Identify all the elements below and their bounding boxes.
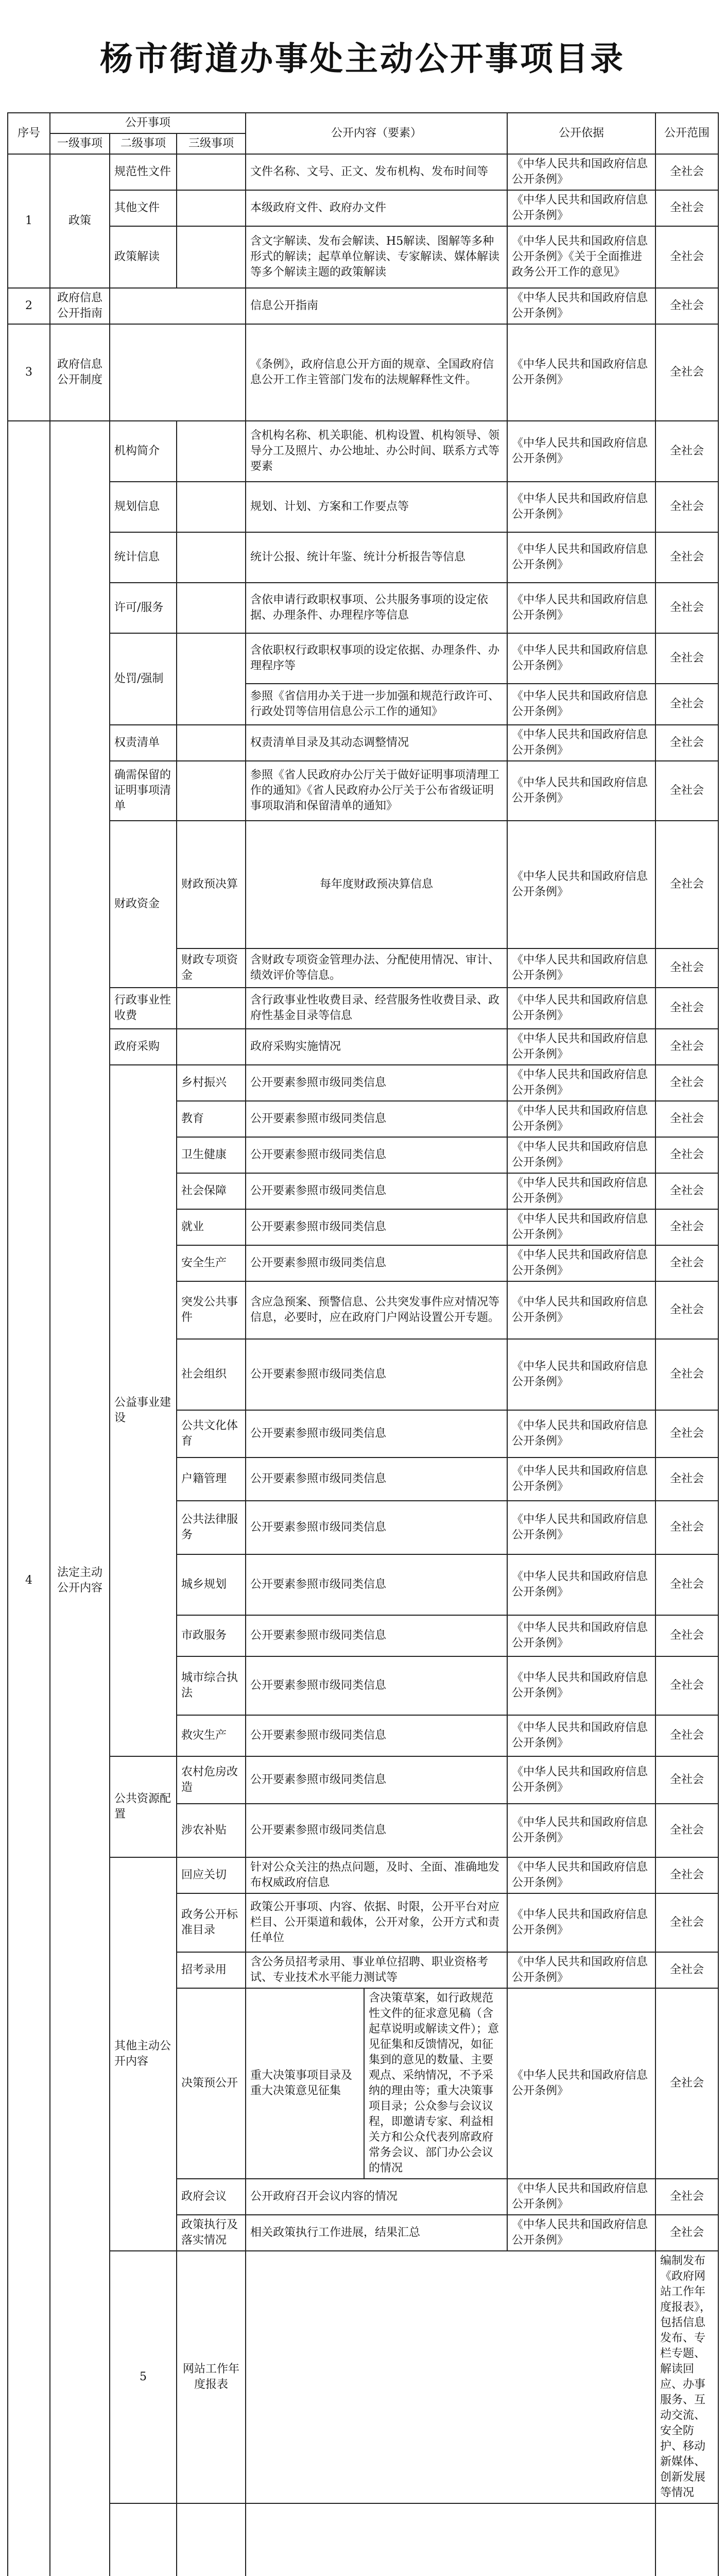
level2-item: 政策解读 [110, 226, 177, 288]
scope-cell: 全社会 [655, 1410, 718, 1458]
header-level1: 一级事项 [50, 133, 110, 154]
content-cell: 含行政事业性收费目录、经营服务性收费目录、政府性基金目录等信息 [246, 988, 507, 1029]
table-row [8, 324, 718, 421]
basis-cell: 《中华人民共和国政府信息公开条例》 [507, 948, 655, 988]
content-cell [655, 2503, 718, 2576]
scope-cell: 全社会 [655, 1715, 718, 1756]
scope-cell: 全社会 [655, 1137, 718, 1173]
basis-cell: 《中华人民共和国政府信息公开条例》 [507, 725, 655, 761]
level3-item: 教育 [177, 1101, 246, 1137]
table-row [8, 1857, 718, 1893]
scope-cell: 全社会 [655, 1893, 718, 1952]
content-cell: 公开要素参照市级同类信息 [246, 1501, 507, 1554]
scope-cell: 全社会 [655, 1656, 718, 1715]
scope-cell: 全社会 [655, 1245, 718, 1281]
basis-cell: 《中华人民共和国政府信息公开条例》 [507, 1065, 655, 1101]
scope-cell: 全社会 [655, 583, 718, 633]
content-cell: 公开要素参照市级同类信息 [246, 1458, 507, 1501]
scope-cell: 全社会 [655, 1501, 718, 1554]
level3-item [177, 154, 246, 190]
table-row [8, 633, 718, 684]
content-cell: 公开要素参照市级同类信息 [246, 1101, 507, 1137]
content-cell: 含依申请行政职权事项、公共服务事项的设定依据、办理条件、办理程序等信息 [246, 583, 507, 633]
level3-item [177, 725, 246, 761]
scope-cell: 全社会 [655, 633, 718, 684]
table-row [8, 2251, 718, 2503]
level3-item [177, 1029, 246, 1065]
level3-item: 政务公开标准目录 [177, 1893, 246, 1952]
row-number: 5 [110, 2251, 177, 2503]
content-cell-left: 重大决策事项目录及重大决策意见征集 [246, 1989, 365, 2178]
level3-item: 就业 [177, 1209, 246, 1245]
scope-cell: 全社会 [655, 154, 718, 190]
level3-item [177, 761, 246, 821]
basis-cell: 《中华人民共和国政府信息公开条例》 [507, 1615, 655, 1656]
table-row [8, 113, 718, 133]
content-cell: 参照《省信用办关于进一步加强和规范行政许可、行政处罚等信用信息公示工作的通知》 [246, 684, 507, 725]
scope-cell: 全社会 [655, 948, 718, 988]
row-number: 2 [8, 288, 50, 324]
level3-item: 政策执行及落实情况 [177, 2215, 246, 2251]
content-cell: 相关政策执行工作进展，结果汇总 [246, 2215, 507, 2251]
header-level2: 二级事项 [110, 133, 177, 154]
table-row [8, 821, 718, 948]
level3-item: 公共法律服务 [177, 1501, 246, 1554]
level2-item: 权责清单 [110, 725, 177, 761]
level23-item [110, 324, 246, 421]
content-cell: 公开要素参照市级同类信息 [246, 1245, 507, 1281]
content-cell: 政府采购实施情况 [246, 1029, 507, 1065]
row-number: 3 [8, 324, 50, 421]
scope-cell: 全社会 [655, 2179, 718, 2215]
scope-cell: 全社会 [655, 226, 718, 288]
scope-cell: 全社会 [655, 988, 718, 1029]
basis-cell: 《中华人民共和国政府信息公开条例》 [507, 288, 655, 324]
level3-item [177, 583, 246, 633]
content-cell: 公开要素参照市级同类信息 [246, 1137, 507, 1173]
level2-item: 处罚/强制 [110, 633, 177, 725]
scope-cell: 全社会 [655, 190, 718, 226]
level3-item: 财政专项资金 [177, 948, 246, 988]
level3-item [177, 532, 246, 583]
content-cell: 公开要素参照市级同类信息 [246, 1756, 507, 1804]
basis-cell: 《中华人民共和国政府信息公开条例》 [507, 1410, 655, 1458]
row-number: 1 [8, 154, 50, 288]
scope-cell: 全社会 [655, 2215, 718, 2251]
basis-cell: 《中华人民共和国政府信息公开条例》 [507, 2179, 655, 2215]
content-cell: 含公务员招考录用、事业单位招聘、职业资格考试、专业技术水平能力测试等 [246, 1952, 507, 1988]
content-cell: 公开要素参照市级同类信息 [246, 1715, 507, 1756]
content-cell: 含依职权行政职权事项的设定依据、办理条件、办理程序等 [246, 633, 507, 684]
level2-item: 公共资源配置 [110, 1756, 177, 1857]
level3-item: 安全生产 [177, 1245, 246, 1281]
level3-item: 城乡规划 [177, 1554, 246, 1615]
content-cell: 含应急预案、预警信息、公共突发事件应对情况等信息，必要时，应在政府门户网站设置公开专题。 [246, 1281, 507, 1339]
scope-cell: 全社会 [655, 1857, 718, 1893]
basis-cell: 《中华人民共和国政府信息公开条例》 [507, 1804, 655, 1857]
basis-cell: 《中华人民共和国政府信息公开条例》 [507, 1339, 655, 1410]
content-cell: 信息公开指南 [246, 288, 507, 324]
content-cell: 编制发布《政府网站工作年度报表》，包括信息发布、专栏专题、解读回应、办事服务、互动交流、安全防护、移动新媒体、创新发展等情况 [655, 2251, 718, 2503]
basis-cell: 《中华人民共和国政府信息公开条例》 [507, 1101, 655, 1137]
table-row [8, 725, 718, 761]
basis-cell: 《中华人民共和国政府信息公开条例》 [507, 1988, 655, 2179]
level2-item: 行政事业性收费 [110, 988, 177, 1029]
basis-cell: 《中华人民共和国政府信息公开条例》 [507, 1137, 655, 1173]
level1-item: 法定主动公开内容 [50, 421, 110, 2576]
level3-item: 市政服务 [177, 1615, 246, 1656]
header-items: 公开事项 [50, 113, 246, 133]
level3-item: 财政预决算 [177, 821, 246, 948]
level1-item [177, 2503, 246, 2576]
content-cell: 参照《省人民政府办公厅关于做好证明事项清理工作的通知》《省人民政府办公厅关于公布省级证明事项取消和保留清单的通知》 [246, 761, 507, 821]
level23-item [246, 2503, 655, 2576]
level2-item: 其他主动公开内容 [110, 1857, 177, 2251]
level3-item: 公共文化体育 [177, 1410, 246, 1458]
level3-item: 社会组织 [177, 1339, 246, 1410]
table-row [8, 190, 718, 226]
scope-cell: 全社会 [655, 1554, 718, 1615]
basis-cell: 《中华人民共和国政府信息公开条例》《关于全面推进政务公开工作的意见》 [507, 226, 655, 288]
basis-cell: 《中华人民共和国政府信息公开条例》 [507, 421, 655, 482]
level3-item: 户籍管理 [177, 1458, 246, 1501]
table-row [8, 988, 718, 1029]
scope-cell: 全社会 [655, 1281, 718, 1339]
content-cell: 公开政府召开会议内容的情况 [246, 2179, 507, 2215]
level23-item [246, 2251, 655, 2503]
level3-item: 救灾生产 [177, 1715, 246, 1756]
table-row [8, 226, 718, 288]
basis-cell: 《中华人民共和国政府信息公开条例》 [507, 324, 655, 421]
scope-cell: 全社会 [655, 482, 718, 532]
level3-item: 卫生健康 [177, 1137, 246, 1173]
catalog-table [7, 112, 719, 2576]
table-row [8, 2503, 718, 2576]
basis-cell: 《中华人民共和国政府信息公开条例》 [507, 154, 655, 190]
scope-cell: 全社会 [655, 1101, 718, 1137]
scope-cell: 全社会 [655, 725, 718, 761]
content-cell: 公开要素参照市级同类信息 [246, 1339, 507, 1410]
content-cell: 政策公开事项、内容、依据、时限，公开平台对应栏目、公开渠道和载体，公开对象，公开方式和责任单位 [246, 1893, 507, 1952]
scope-cell: 全社会 [655, 761, 718, 821]
scope-cell: 全社会 [655, 1804, 718, 1857]
level2-item: 规范性文件 [110, 154, 177, 190]
table-row [8, 532, 718, 583]
content-cell: 公开要素参照市级同类信息 [246, 1615, 507, 1656]
scope-cell: 全社会 [655, 1952, 718, 1988]
level3-item [177, 190, 246, 226]
scope-cell: 全社会 [655, 1065, 718, 1101]
scope-cell: 全社会 [655, 684, 718, 725]
level3-item [177, 988, 246, 1029]
content-cell: 文件名称、文号、正文、发布机构、发布时间等 [246, 154, 507, 190]
table-row [8, 154, 718, 190]
level1-item: 政策 [50, 154, 110, 288]
basis-cell: 《中华人民共和国政府信息公开条例》 [507, 1458, 655, 1501]
scope-cell: 全社会 [655, 1988, 718, 2179]
basis-cell: 《中华人民共和国政府信息公开条例》 [507, 1857, 655, 1893]
content-cell: 公开要素参照市级同类信息 [246, 1209, 507, 1245]
scope-cell: 全社会 [655, 324, 718, 421]
content-cell: 公开要素参照市级同类信息 [246, 1554, 507, 1615]
level3-item: 农村危房改造 [177, 1756, 246, 1804]
level2-item: 统计信息 [110, 532, 177, 583]
level3-item: 社会保障 [177, 1173, 246, 1209]
basis-cell: 《中华人民共和国政府信息公开条例》 [507, 532, 655, 583]
basis-cell: 《中华人民共和国政府信息公开条例》 [507, 583, 655, 633]
row-number: 4 [8, 421, 50, 2576]
basis-cell: 《中华人民共和国政府信息公开条例》 [507, 1245, 655, 1281]
header-level3: 三级事项 [177, 133, 246, 154]
table-row [8, 421, 718, 482]
header-content: 公开内容（要素） [246, 113, 507, 154]
content-cell: 每年度财政预决算信息 [246, 821, 507, 948]
basis-cell: 《中华人民共和国政府信息公开条例》 [507, 1756, 655, 1804]
content-cell-right: 含决策草案，如行政规范性文件的征求意见稿（含起草说明或解读文件）；意见征集和反馈情况，如征集到的意见的数量、主要观点、采纳情况，不予采纳的理由等；重大决策事项目录；公众参与会议议程，即邀请专家、利益相关方和公众代表列席政府常务会议、部门办公会议的情况 [369, 1992, 499, 2175]
level2-item: 机构简介 [110, 421, 177, 482]
basis-cell: 《中华人民共和国政府信息公开条例》 [507, 1029, 655, 1065]
content-cell: 统计公报、统计年鉴、统计分析报告等信息 [246, 532, 507, 583]
basis-cell: 《中华人民共和国政府信息公开条例》 [507, 821, 655, 948]
basis-cell: 《中华人民共和国政府信息公开条例》 [507, 1501, 655, 1554]
content-cell: 含文字解读、发布会解读、H5解读、图解等多种形式的解读；起草单位解读、专家解读、媒体解读等多个解读主题的政策解读 [246, 226, 507, 288]
level3-item [177, 226, 246, 288]
table-row [8, 583, 718, 633]
basis-cell: 《中华人民共和国政府信息公开条例》 [507, 761, 655, 821]
level2-item: 公益事业建设 [110, 1065, 177, 1756]
level3-item: 突发公共事件 [177, 1281, 246, 1339]
level2-item: 许可/服务 [110, 583, 177, 633]
scope-cell: 全社会 [655, 1756, 718, 1804]
basis-cell: 《中华人民共和国政府信息公开条例》 [507, 633, 655, 684]
scope-cell: 全社会 [655, 1209, 718, 1245]
basis-cell: 《中华人民共和国政府信息公开条例》 [507, 2215, 655, 2251]
content-cell: 公开要素参照市级同类信息 [246, 1804, 507, 1857]
level2-item: 确需保留的证明事项清单 [110, 761, 177, 821]
content-cell: 公开要素参照市级同类信息 [246, 1656, 507, 1715]
level1-item: 网站工作年度报表 [177, 2251, 246, 2503]
table-row [8, 761, 718, 821]
level3-item [177, 421, 246, 482]
basis-cell: 《中华人民共和国政府信息公开条例》 [507, 190, 655, 226]
basis-cell: 《中华人民共和国政府信息公开条例》 [507, 1952, 655, 1988]
header-no: 序号 [8, 113, 50, 154]
level2-item: 规划信息 [110, 482, 177, 532]
basis-cell: 《中华人民共和国政府信息公开条例》 [507, 684, 655, 725]
level3-item [177, 633, 246, 725]
table-row [8, 1065, 718, 1101]
scope-cell: 全社会 [655, 1029, 718, 1065]
header-scope: 公开范围 [655, 113, 718, 154]
basis-cell: 《中华人民共和国政府信息公开条例》 [507, 988, 655, 1029]
level23-item [110, 288, 246, 324]
content-cell: 本级政府文件、政府办文件 [246, 190, 507, 226]
level3-item: 涉农补贴 [177, 1804, 246, 1857]
level1-item: 政府信息公开指南 [50, 288, 110, 324]
scope-cell: 全社会 [655, 421, 718, 482]
level3-item: 决策预公开 [177, 1988, 246, 2179]
level3-item: 政府会议 [177, 2179, 246, 2215]
content-cell: 规划、计划、方案和工作要点等 [246, 482, 507, 532]
content-cell: 含财政专项资金管理办法、分配使用情况、审计、绩效评价等信息。 [246, 948, 507, 988]
basis-cell: 《中华人民共和国政府信息公开条例》 [507, 1554, 655, 1615]
content-cell: 公开要素参照市级同类信息 [246, 1065, 507, 1101]
level2-item: 财政资金 [110, 821, 177, 988]
scope-cell: 全社会 [655, 288, 718, 324]
level1-item: 政府信息公开制度 [50, 324, 110, 421]
table-row [8, 482, 718, 532]
scope-cell: 全社会 [655, 1339, 718, 1410]
content-cell: 权责清单目录及其动态调整情况 [246, 725, 507, 761]
level3-item [177, 482, 246, 532]
content-cell: 公开要素参照市级同类信息 [246, 1173, 507, 1209]
level3-item: 招考录用 [177, 1952, 246, 1988]
basis-cell: 《中华人民共和国政府信息公开条例》 [507, 1893, 655, 1952]
level3-item: 乡村振兴 [177, 1065, 246, 1101]
content-cell: 针对公众关注的热点问题，及时、全面、准确地发布权威政府信息 [246, 1857, 507, 1893]
basis-cell: 《中华人民共和国政府信息公开条例》 [507, 1209, 655, 1245]
table-row [8, 1029, 718, 1065]
content-cell: 含机构名称、机关职能、机构设置、机构领导、领导分工及照片、办公地址、办公时间、联系方式等要素 [246, 421, 507, 482]
page-title: 杨市街道办事处主动公开事项目录 [100, 40, 625, 78]
table-row [8, 288, 718, 324]
header-basis: 公开依据 [507, 113, 655, 154]
basis-cell: 《中华人民共和国政府信息公开条例》 [507, 1281, 655, 1339]
level3-item: 城市综合执法 [177, 1656, 246, 1715]
level2-item: 其他文件 [110, 190, 177, 226]
scope-cell: 全社会 [655, 1458, 718, 1501]
basis-cell: 《中华人民共和国政府信息公开条例》 [507, 1656, 655, 1715]
content-cell: 《条例》，政府信息公开方面的规章、全国政府信息公开工作主管部门发布的法规解释性文件。 [246, 324, 507, 421]
content-cell: 公开要素参照市级同类信息 [246, 1410, 507, 1458]
level2-item: 政府采购 [110, 1029, 177, 1065]
basis-cell: 《中华人民共和国政府信息公开条例》 [507, 482, 655, 532]
content-cell [246, 1988, 507, 2179]
basis-cell: 《中华人民共和国政府信息公开条例》 [507, 1715, 655, 1756]
table-row [8, 1756, 718, 1804]
scope-cell: 全社会 [655, 821, 718, 948]
row-number [110, 2503, 177, 2576]
basis-cell: 《中华人民共和国政府信息公开条例》 [507, 1173, 655, 1209]
scope-cell: 全社会 [655, 532, 718, 583]
scope-cell: 全社会 [655, 1615, 718, 1656]
scope-cell: 全社会 [655, 1173, 718, 1209]
level3-item: 回应关切 [177, 1857, 246, 1893]
